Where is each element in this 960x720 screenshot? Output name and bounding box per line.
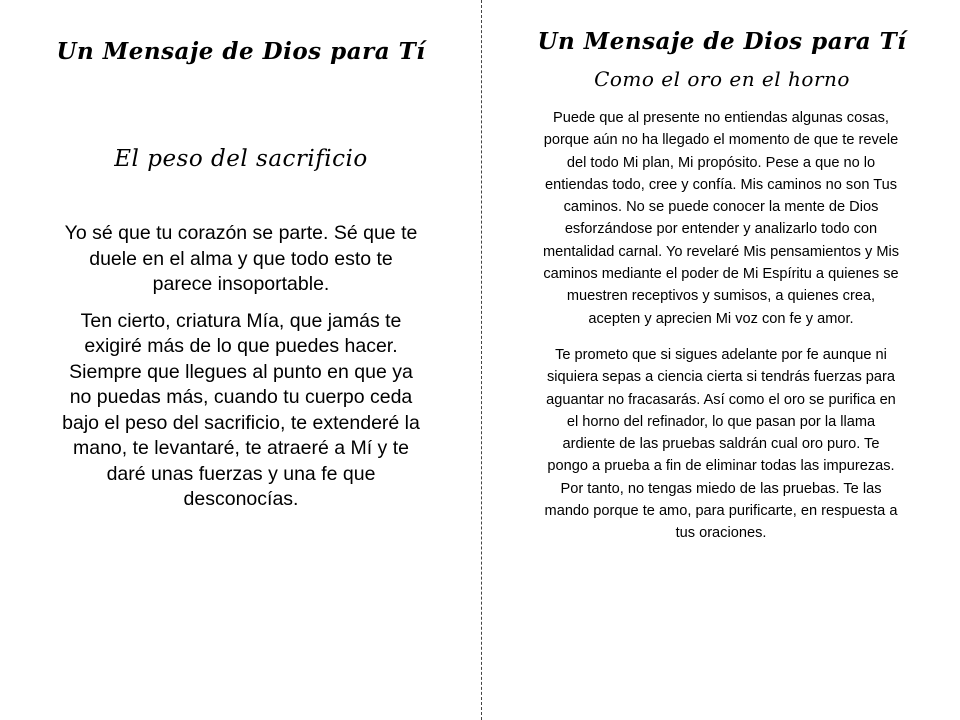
right-page-body bbox=[542, 107, 900, 559]
right-paragraph-2: Te prometo que si sigues adelante por fe aunque ni siquiera sepas a ciencia cierta si tendrás fuerzas para aguantar no fracasarás. Así como el oro se purifica en el horno del refinador, lo que pasan por la llama ardiente de las pruebas saldrán cual oro puro. Te pongo a prueba a fin de eliminar todas las impurezas. Por tanto, no tengas miedo de las pruebas. Te las mando porque te amo, para purificarte, en respuesta a tus oraciones. bbox=[544, 346, 898, 542]
right-page-title: Un Mensaje de Dios para Tí bbox=[537, 28, 907, 55]
left-page-subtitle: El peso del sacrificio bbox=[114, 146, 368, 172]
fold-divider bbox=[481, 0, 482, 720]
left-paragraph-2: Ten cierto, criatura Mía, que jamás te exigiré más de lo que puedes hacer. Siempre que llegues al punto en que ya no puedas más, cuando tu cuerpo ceda bajo el peso del sacrificio, te extenderé la mano, te levantaré, te atraeré a Mí y te daré unas fuerzas y una fe que desconocías. bbox=[62, 309, 420, 510]
right-page-subtitle: Como el oro en el horno bbox=[594, 67, 850, 91]
left-paragraph-1: Yo sé que tu corazón se parte. Sé que te duele en el alma y que todo esto te parece insoportable. bbox=[64, 222, 418, 295]
right-page bbox=[484, 0, 960, 720]
left-page-body bbox=[60, 221, 422, 524]
left-page-title: Un Mensaje de Dios para Tí bbox=[56, 38, 426, 65]
right-paragraph-1: Puede que al presente no entiendas algunas cosas, porque aún no ha llegado el momento de que te revele del todo Mi plan, Mi propósito. Pese a que no lo entiendas todo, cree y confía. Mis caminos no son Tus caminos. No se puede conocer la mente de Dios esforzándose por entender y analizarlo todo con mentalidad carnal. Yo revelaré Mis pensamientos y Mis caminos mediante el poder de Mi Espíritu a quienes se muestren receptivos y sumisos, a quienes crea, acepten y aprecien Mi voz con fe y amor. bbox=[542, 110, 900, 327]
